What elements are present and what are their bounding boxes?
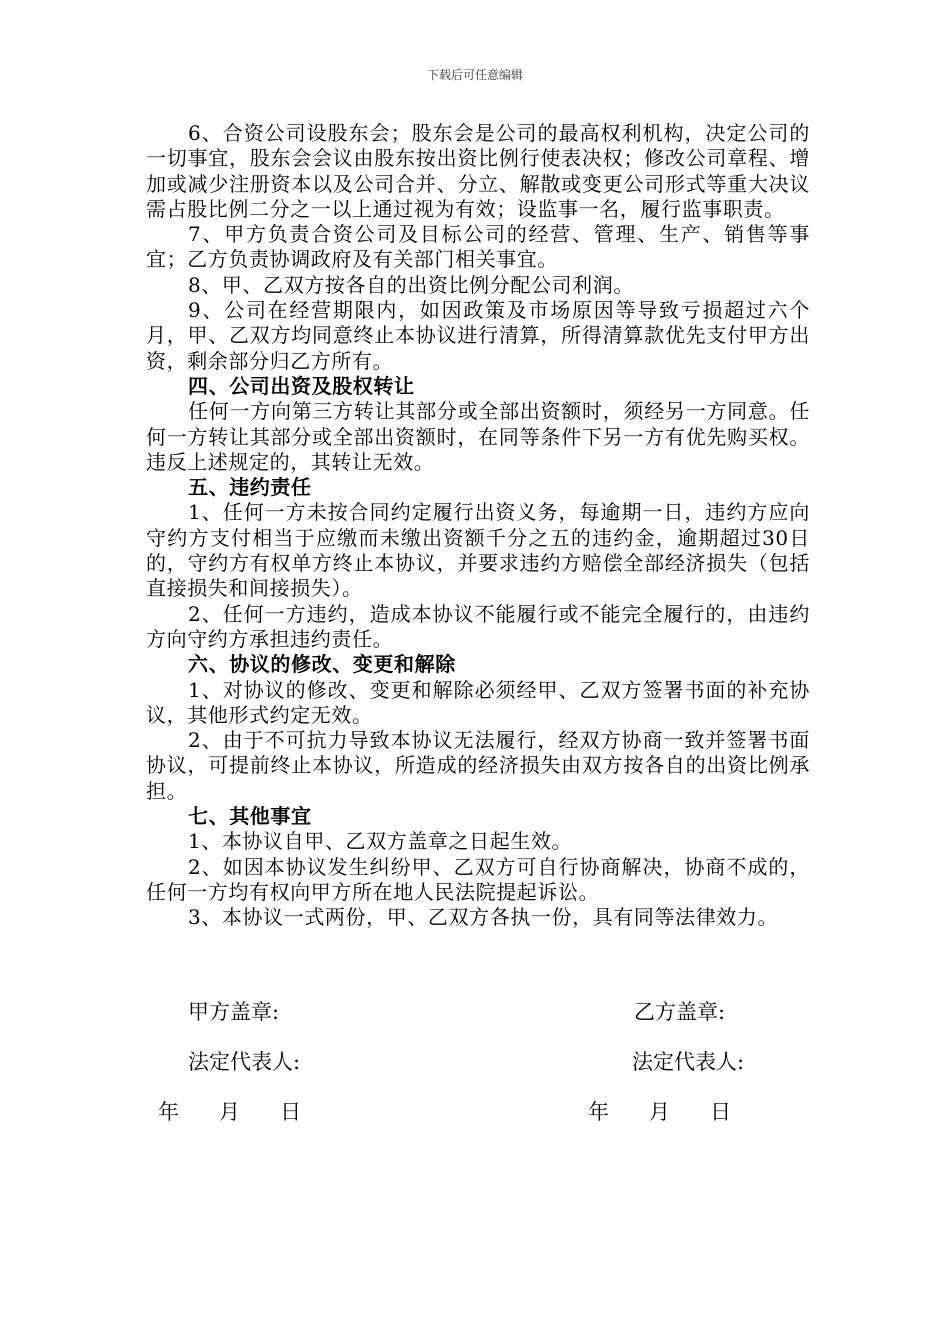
other-clause-1: 1、本协议自甲、乙双方盖章之日起生效。 (188, 829, 573, 854)
page-header-note: 下载后可任意编辑 (426, 68, 523, 82)
clause-8: 8、甲、乙双方按各自的出资比例分配公司利润。 (188, 272, 634, 297)
other-clause-3: 3、本协议一式两份，甲、乙双方各执一份，具有同等法律效力。 (188, 905, 779, 930)
breach-clause-1: 1、任何一方未按合同约定履行出资义务，每逾期一日，违约方应向守约方支付相当于应缴而未缴出资额千分之五的违约金，逾期超过30日的，守约方有权单方终止本协议，并要求违约方赔偿全部经济损失（包括直接损失和间接损失）。 (146, 500, 810, 601)
party-a-date-line: 年 月 日 (158, 1100, 302, 1124)
party-b-seal-label: 乙方盖章: (634, 1000, 726, 1024)
breach-clause-2: 2、任何一方违约，造成本协议不能履行或不能完全履行的，由违约方向守约方承担违约责任。 (146, 601, 810, 651)
section-heading-4: 四、公司出资及股权转让 (188, 373, 415, 398)
modification-clause-2: 2、由于不可抗力导致本协议无法履行，经双方协商一致并签署书面协议，可提前终止本协议，所造成的经济损失由双方按各自的出资比例承担。 (146, 728, 810, 803)
party-a-representative-label: 法定代表人: (188, 1050, 301, 1074)
party-a-seal-label: 甲方盖章: (188, 1000, 280, 1024)
section-heading-6: 六、协议的修改、变更和解除 (188, 652, 456, 677)
section-heading-5: 五、违约责任 (188, 475, 312, 500)
party-b-date-line: 年 月 日 (588, 1100, 732, 1124)
clause-7: 7、甲方负责合资公司及目标公司的经营、管理、生产、销售等事宜；乙方负责协调政府及有关部门相关事宜。 (146, 222, 810, 272)
document-body (146, 121, 810, 931)
clause-9: 9、公司在经营期限内，如因政策及市场原因等导致亏损超过六个月，甲、乙双方均同意终止本协议进行清算，所得清算款优先支付甲方出资，剩余部分归乙方所有。 (146, 298, 810, 373)
other-clause-2: 2、如因本协议发生纠纷甲、乙双方可自行协商解决，协商不成的，任何一方均有权向甲方所在地人民法院提起诉讼。 (146, 854, 810, 904)
modification-clause-1: 1、对协议的修改、变更和解除必须经甲、乙双方签署书面的补充协议，其他形式约定无效。 (146, 677, 810, 727)
clause-6: 6、合资公司设股东会；股东会是公司的最高权利机构，决定公司的一切事宜，股东会会议由股东按出资比例行使表决权；修改公司章程、增加或减少注册资本以及公司合并、分立、解散或变更公司形式等重大决议需占股比例二分之一以上通过视为有效；设监事一名，履行监事职责。 (146, 121, 810, 221)
section-4-text: 任何一方向第三方转让其部分或全部出资额时，须经另一方同意。任何一方转让其部分或全部出资额时，在同等条件下另一方有优先购买权。违反上述规定的，其转让无效。 (146, 399, 810, 474)
section-heading-7: 七、其他事宜 (188, 804, 312, 829)
party-b-representative-label: 法定代表人: (632, 1050, 745, 1074)
